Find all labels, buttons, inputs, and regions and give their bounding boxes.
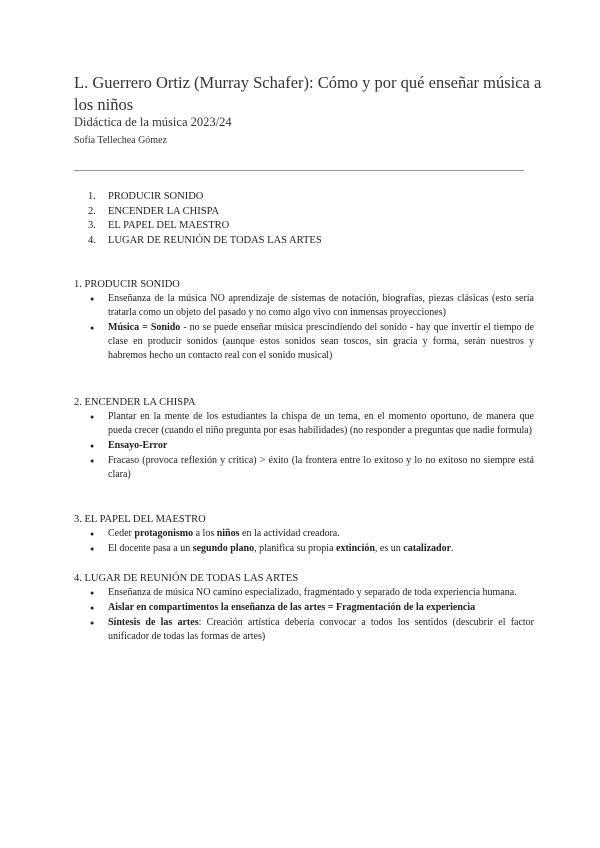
bullet-list [74,410,534,482]
toc-item [88,205,322,220]
document-title: L. Guerrero Ortiz (Murray Schafer): Cómo y por qué enseñar música a los niños [74,73,542,114]
list-item-text: a los [193,528,217,539]
list-item-text: Enseñanza de la música NO aprendizaje de sistemas de notación, biografías, piezas clásicas (esto sería tratarla como un objeto del pasado y no como algo vivo con inmensas proyecciones) [108,293,534,318]
document-author: Sofía Tellechea Gómez [74,135,167,146]
toc-label: EL PAPEL DEL MAESTRO [108,220,230,231]
bold-term: niños [216,528,240,539]
section-papel-maestro [74,514,534,557]
list-item-text: Ceder [108,528,135,539]
list-item [90,527,534,541]
toc-label: PRODUCIR SONIDO [108,191,204,202]
bold-term: Aislar en compartimentos la enseñanza de las artes = Fragmentación de la experiencia [108,602,476,613]
list-item-text: Fracaso (provoca reflexión y crítica) > éxito (la frontera entre lo exitoso y lo no exitoso no siempre está clara) [108,455,534,480]
list-item-text: en la actividad creadora. [239,528,340,539]
toc-number: 3. [88,220,96,231]
list-item [90,586,534,600]
bold-term: Ensayo-Error [108,440,168,451]
list-item [90,292,534,320]
toc-item [88,234,322,249]
toc-label: LUGAR DE REUNIÓN DE TODAS LAS ARTES [108,234,322,246]
list-item [90,439,534,453]
bullet-list [74,586,534,644]
list-item-text: - no se puede enseñar música prescindiendo del sonido - hay que invertir el tiempo de clase en producir sonidos (aunque estos sonidos sean toscos, sin gracia y forma, serán nuestros y habremos hecho un contacto real con el sonido musical) [108,322,534,361]
document-subtitle: Didáctica de la música 2023/24 [74,115,232,129]
bullet-list [74,292,534,363]
section-producir-sonido [74,279,534,364]
toc-number: 4. [88,234,96,246]
list-item-text: Enseñanza de música NO camino especializado, fragmentado y separado de toda experiencia humana. [108,587,517,598]
list-item-text: Plantar en la mente de los estudiantes la chispa de un tema, en el momento oportuno, de manera que pueda crecer (cuando el niño pregunta por esas habilidades) (no responder a preguntas que nadie formula) [108,411,534,436]
toc-number: 2. [88,205,96,217]
section-encender-chispa [74,397,534,483]
list-item-text: . [451,543,454,554]
list-item-text: , es un [374,543,404,554]
section-heading: 3. EL PAPEL DEL MAESTRO [74,514,206,525]
section-heading: 4. LUGAR DE REUNIÓN DE TODAS LAS ARTES [74,573,299,584]
list-item [90,410,534,438]
horizontal-divider [74,170,524,171]
toc-label: ENCENDER LA CHISPA [108,205,220,217]
section-heading: 1. PRODUCIR SONIDO [74,279,180,290]
section-lugar-reunion-artes [74,573,534,645]
list-item [90,616,534,644]
bold-term: Síntesis de las artes [108,617,199,628]
list-item [90,601,534,615]
list-item [90,542,534,556]
toc-item [88,219,322,234]
list-item-text: : Creación artística debería convocar a todos los sentidos (descubrir el factor unificador de todas las formas de artes) [108,617,535,642]
toc-number: 1. [88,191,96,202]
toc-item [88,190,322,205]
list-item-text: , planifica su propia [254,543,337,554]
bold-term: protagonismo [134,528,194,539]
table-of-contents [88,190,322,248]
bold-term: Música = Sonido [108,322,181,333]
bold-term: extinción [336,543,375,554]
bullet-list [74,527,534,556]
list-item-text: El docente pasa a un [108,543,193,554]
bold-term: segundo plano [192,543,255,554]
list-item [90,454,534,482]
bold-term: catalizador [403,543,452,554]
list-item [90,321,534,363]
section-heading: 2. ENCENDER LA CHISPA [74,397,196,408]
